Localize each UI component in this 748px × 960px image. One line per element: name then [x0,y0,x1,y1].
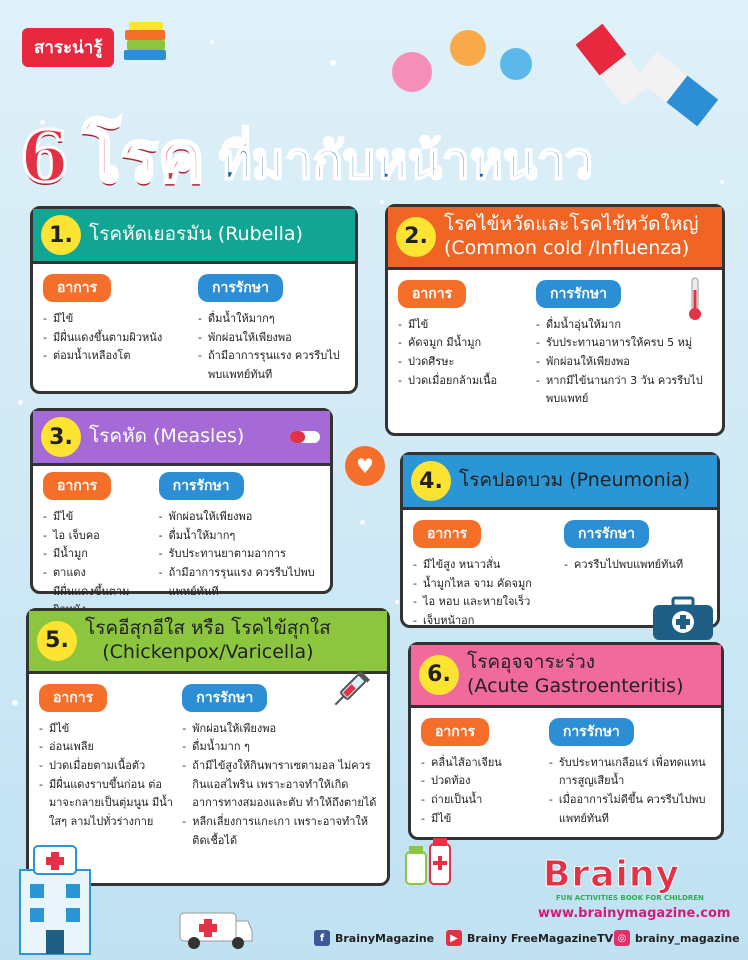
treatment-column [198,274,345,385]
card-header [411,645,721,708]
symptom-item: - มีไข้สูง หนาวสั่น [413,556,556,575]
snow-dot [380,200,384,204]
treatment-tag: การรักษา [536,280,621,308]
card-number: 4. [411,461,451,501]
snow-dot [210,40,214,44]
title-rest: ที่มากับหน้าหนาว [218,132,594,190]
syringe-icon [329,670,377,718]
treatment-column [564,520,707,631]
treatment-column [159,472,320,620]
symptom-item: - คัดจมูก มีน้ำมูก [398,334,528,353]
hospital-icon [6,840,102,956]
symptom-item: - ปวดศีรษะ [398,353,528,372]
card-number: 2. [396,217,436,257]
symptom-item: - ปวดเมื่อยกล้ามเนื้อ [398,372,528,391]
pill-icon [500,48,532,80]
snow-dot [395,600,399,604]
card-header [29,611,387,674]
symptom-item: - มีไข้ [398,316,528,335]
symptoms-column [413,520,556,631]
disease-card-6 [408,642,724,840]
symptoms-tag: อาการ [398,280,466,308]
symptom-item: - ต่อมน้ำเหลืองโต [43,347,190,366]
first-aid-kit-icon [651,596,715,642]
page-title [20,82,730,198]
treatment-tag: การรักษา [159,472,244,500]
instagram-label: brainy_magazine [635,931,740,945]
capsule-icon [288,427,322,447]
instagram-icon: ◎ [614,930,630,946]
card-number: 5. [37,621,77,661]
symptoms-tag: อาการ [421,718,489,746]
symptoms-column [43,472,151,620]
treatment-item: - ถ้ามีอาการรุนแรง ควรรีบไปพบแพทย์ทันที [198,347,345,384]
symptoms-column [421,718,541,829]
title-word: โรค [82,115,205,198]
treatment-tag: การรักษา [549,718,634,746]
treatment-tag: การรักษา [564,520,649,548]
symptom-item: - ถ่ายเป็นน้ำ [421,791,541,810]
symptom-item: - ตาแดง [43,564,151,583]
treatment-item: - รับประทานเกลือแร่ เพื่อทดแทนการสูญเสียน้ำ [549,754,711,791]
treatment-item: - พักผ่อนให้เพียงพอ [198,329,345,348]
card-number: 6. [419,655,459,695]
youtube-icon: ▶ [446,930,462,946]
card-title: โรคหัด (Measles) [89,425,245,448]
treatment-item: - ดื่มน้ำให้มากๆ [198,310,345,329]
card-title: โรคหัดเยอรมัน (Rubella) [89,223,303,246]
symptom-item: - มีผื่นแดงขึ้นตามผิวหนัง [43,329,190,348]
symptoms-column [398,280,528,409]
symptoms-column [43,274,190,385]
treatment-item: - พักผ่อนให้เพียงพอ [536,353,712,372]
disease-card-1 [30,206,358,394]
treatment-item: - ถ้ามีไข้สูงให้กินพาราเซตามอล ไม่ควรกินแอสไพริน เพราะอาจทำให้เกิดอาการทางสมองและตับ ทำให้ถึงตายได้ [182,757,377,813]
symptom-item: - อ่อนเพลีย [39,738,174,757]
symptom-item: - ไอ หอบ และหายใจเร็ว [413,593,556,612]
snow-dot [18,400,23,405]
symptoms-tag: อาการ [43,472,111,500]
treatment-column [182,684,377,851]
symptom-item: - มีไข้ [421,810,541,829]
card-title: โรคไข้หวัดและโรคไข้หวัดใหญ่ [444,213,699,235]
ambulance-icon [178,905,254,951]
facebook-label: BrainyMagazine [335,931,435,945]
snow-dot [360,520,365,525]
symptom-item: - น้ำมูกไหล จาม คัดจมูก [413,575,556,594]
card-number: 3. [41,417,81,457]
symptom-item: - มีไข้ [39,720,174,739]
treatment-tag: การรักษา [182,684,267,712]
card-title: โรคอุจจาระร่วง [467,651,596,673]
treatment-item: - ถ้ามีอาการรุนแรง ควรรีบไปพบแพทย์ทันที [159,564,320,601]
snow-dot [12,700,18,706]
brand-tagline: FUN ACTIVITIES BOOK FOR CHILDREN [556,894,704,902]
treatment-column [536,280,712,409]
symptom-item: - มีผื่นแดงขึ้นตาม [43,583,151,620]
instagram-link[interactable] [614,930,740,946]
books-icon [122,20,168,62]
symptoms-column [39,684,174,851]
heart-icon: ♥ [345,446,385,486]
youtube-link[interactable] [446,930,613,946]
card-subtitle: (Common cold /Influenza) [444,236,690,259]
facebook-icon: f [314,930,330,946]
card-header [388,207,722,270]
facebook-link[interactable] [314,930,434,946]
treatment-item: - ดื่มน้ำมาก ๆ [182,738,377,757]
symptom-item: - เจ็บหน้าอก [413,612,556,631]
title-number: 6 [20,115,69,198]
card-subtitle: (Chickenpox/Varicella) [102,640,314,663]
symptom-item: - มีไข้ [43,508,151,527]
disease-card-4 [400,452,720,628]
pill-icon [450,30,486,66]
treatment-item: - ดื่มน้ำให้มากๆ [159,527,320,546]
treatment-item: - ดื่มน้ำอุ่นให้มาก [536,316,712,335]
treatment-item: - เมื่ออาการไม่ดีขึ้น ควรรีบไปพบแพทย์ทันที [549,791,711,828]
brand-logo [543,854,680,895]
symptom-item: - มีน้ำมูก [43,545,151,564]
treatment-item: - หากมีไข้นานกว่า 3 วัน ควรรีบไปพบแพทย์ [536,372,712,409]
symptom-item: - ปวดท้อง [421,772,541,791]
website-url[interactable]: www.brainymagazine.com [538,906,731,921]
treatment-item: - ควรรีบไปพบแพทย์ทันที [564,556,707,575]
symptom-item: - คลื่นไส้อาเจียน [421,754,541,773]
card-header [33,209,355,264]
category-badge: สาระน่ารู้ [22,28,114,67]
symptom-item: - ปวดเมื่อยตามเนื้อตัว [39,757,174,776]
treatment-column [549,718,711,829]
treatment-item: - พักผ่อนให้เพียงพอ [159,508,320,527]
symptoms-tag: อาการ [413,520,481,548]
symptom-item: - มีไข้ [43,310,190,329]
symptom-item: - ไอ เจ็บคอ [43,527,151,546]
treatment-item: - รับประทานยาตามอาการ [159,545,320,564]
card-header [403,455,717,510]
symptom-item: - มีผื่นแดงราบขึ้นก่อน ต่อมาจะกลายเป็นตุ่มนูน มีน้ำใสๆ ลามไปทั่วร่างกาย [39,776,174,832]
card-subtitle: (Acute Gastroenteritis) [467,674,684,697]
symptoms-tag: อาการ [39,684,107,712]
snow-dot [330,60,336,66]
medicine-bottles-icon [402,836,454,888]
youtube-label: Brainy FreeMagazineTV [467,931,614,945]
symptoms-tag: อาการ [43,274,111,302]
disease-card-2 [385,204,725,436]
treatment-item: - หลีกเลี่ยงการแกะเกา เพราะอาจทำให้ติดเชื้อได้ [182,813,377,850]
treatment-item: - พักผ่อนให้เพียงพอ [182,720,377,739]
brand-logo-text: Brainy [543,854,680,895]
disease-card-3 [30,408,333,598]
card-title: โรคอีสุกอีใส หรือ โรคไข้สุกใส [85,617,331,639]
card-header [33,411,330,466]
card-title: โรคปอดบวม (Pneumonia) [459,469,691,492]
card-number: 1. [41,215,81,255]
treatment-tag: การรักษา [198,274,283,302]
treatment-item: - รับประทานอาหารให้ครบ 5 หมู่ [536,334,712,353]
